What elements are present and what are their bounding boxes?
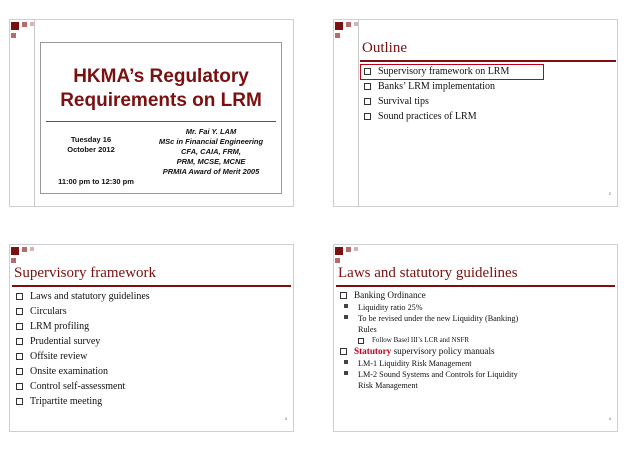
corner-decoration — [10, 20, 40, 42]
list-item — [14, 334, 150, 349]
checkbox-bullet-icon — [340, 292, 347, 299]
framework-list — [14, 289, 150, 409]
presentation-title — [41, 65, 281, 113]
checkbox-bullet-icon — [16, 293, 23, 300]
list-item-text: Banking Ordinance — [354, 290, 426, 300]
laws-list — [338, 289, 518, 391]
checkbox-bullet-icon — [364, 83, 371, 90]
speaker-award: PRMIA Award of Merit 2005 — [162, 167, 260, 176]
list-item — [362, 109, 509, 124]
list-item-text: Risk Management — [358, 381, 418, 390]
list-item — [362, 94, 509, 109]
sub-sub-list-item — [338, 335, 518, 345]
list-item — [338, 289, 518, 302]
list-item — [14, 289, 150, 304]
checkbox-bullet-icon — [16, 353, 23, 360]
page-number: 2 — [608, 191, 611, 196]
speaker-name: Mr. Fai Y. LAM — [185, 127, 237, 136]
title-divider — [46, 121, 276, 122]
square-bullet-icon — [344, 304, 348, 308]
checkbox-bullet-icon — [16, 323, 23, 330]
outline-list — [362, 64, 509, 124]
square-bullet-icon — [344, 360, 348, 364]
checkbox-bullet-icon — [364, 113, 371, 120]
title-frame — [40, 42, 282, 194]
slide-outline — [333, 19, 618, 207]
highlighted-word: Statutory — [354, 346, 392, 356]
speaker-block — [145, 127, 277, 177]
heading-underline — [12, 285, 291, 287]
speaker-credential: CFA, CAIA, FRM, — [181, 147, 241, 156]
list-item — [14, 319, 150, 334]
checkbox-bullet-icon — [358, 338, 364, 344]
title-line-2: Requirements on LRM — [60, 90, 262, 111]
list-item — [14, 379, 150, 394]
slide-heading: Supervisory framework — [14, 265, 157, 281]
sub-list-item — [338, 358, 518, 369]
checkbox-bullet-icon — [16, 398, 23, 405]
list-item — [338, 345, 518, 358]
slide-heading: Outline — [362, 40, 407, 56]
list-item — [14, 349, 150, 364]
speaker-credential: PRM, MCSE, MCNE — [176, 157, 246, 166]
list-item-text: Circulars — [30, 306, 67, 317]
date-line-2: October 2012 — [67, 145, 115, 154]
list-item-text: LRM profiling — [30, 321, 90, 332]
checkbox-bullet-icon — [16, 308, 23, 315]
list-item — [362, 64, 509, 79]
list-item-text: Liquidity ratio 25% — [358, 303, 423, 312]
checkbox-bullet-icon — [16, 338, 23, 345]
list-item-text: Laws and statutory guidelines — [30, 291, 150, 302]
list-item-text: Control self-assessment — [30, 381, 126, 392]
square-bullet-icon — [344, 371, 348, 375]
list-item-text: Onsite examination — [30, 366, 109, 377]
checkbox-bullet-icon — [364, 68, 371, 75]
checkbox-bullet-icon — [16, 368, 23, 375]
checkbox-bullet-icon — [340, 348, 347, 355]
list-item-text: Survival tips — [378, 96, 429, 107]
time-block: 11:00 pm to 12:30 pm — [58, 177, 134, 186]
vertical-rule — [358, 20, 359, 206]
slide-supervisory-framework — [9, 244, 294, 432]
list-item — [14, 394, 150, 409]
square-bullet-icon — [344, 315, 348, 319]
slide-heading: Laws and statutory guidelines — [338, 265, 518, 281]
title-line-1: HKMA’s Regulatory — [73, 66, 249, 87]
sub-list-item — [338, 369, 518, 391]
list-item-text: Tripartite meeting — [30, 396, 103, 407]
sub-list-item — [338, 313, 518, 335]
date-line-1: Tuesday 16 — [70, 135, 112, 144]
heading-underline — [360, 60, 616, 62]
speaker-credential: MSc in Financial Engineering — [158, 137, 264, 146]
list-item-text: LM-1 Liquidity Risk Management — [358, 359, 472, 368]
sub-list-item — [338, 302, 518, 313]
slide-laws-guidelines — [333, 244, 618, 432]
vertical-rule — [34, 20, 35, 206]
date-block — [47, 135, 135, 155]
checkbox-bullet-icon — [16, 383, 23, 390]
list-item-text: To be revised under the new Liquidity (Banking) — [358, 314, 519, 323]
list-item-text: Prudential survey — [30, 336, 101, 347]
slide-title — [9, 19, 294, 207]
list-item-text: LM-2 Sound Systems and Controls for Liquidity — [358, 370, 518, 379]
corner-decoration — [334, 20, 364, 42]
page-number: 3 — [284, 416, 287, 421]
list-item-text: Rules — [358, 325, 377, 334]
page-number: 4 — [608, 416, 611, 421]
corner-decoration — [334, 245, 364, 267]
list-item-text: Sound practices of LRM — [378, 111, 477, 122]
list-item-text: supervisory policy manuals — [391, 346, 495, 356]
checkbox-bullet-icon — [364, 98, 371, 105]
list-item-text: Supervisory framework on LRM — [378, 66, 510, 77]
list-item — [362, 79, 509, 94]
list-item — [14, 304, 150, 319]
list-item-text: Offsite review — [30, 351, 88, 362]
heading-underline — [336, 285, 615, 287]
list-item-text: Follow Basel III’s LCR and NSFR — [372, 336, 470, 344]
corner-decoration — [10, 245, 40, 267]
list-item-text: Banks’ LRM implementation — [378, 81, 496, 92]
list-item — [14, 364, 150, 379]
